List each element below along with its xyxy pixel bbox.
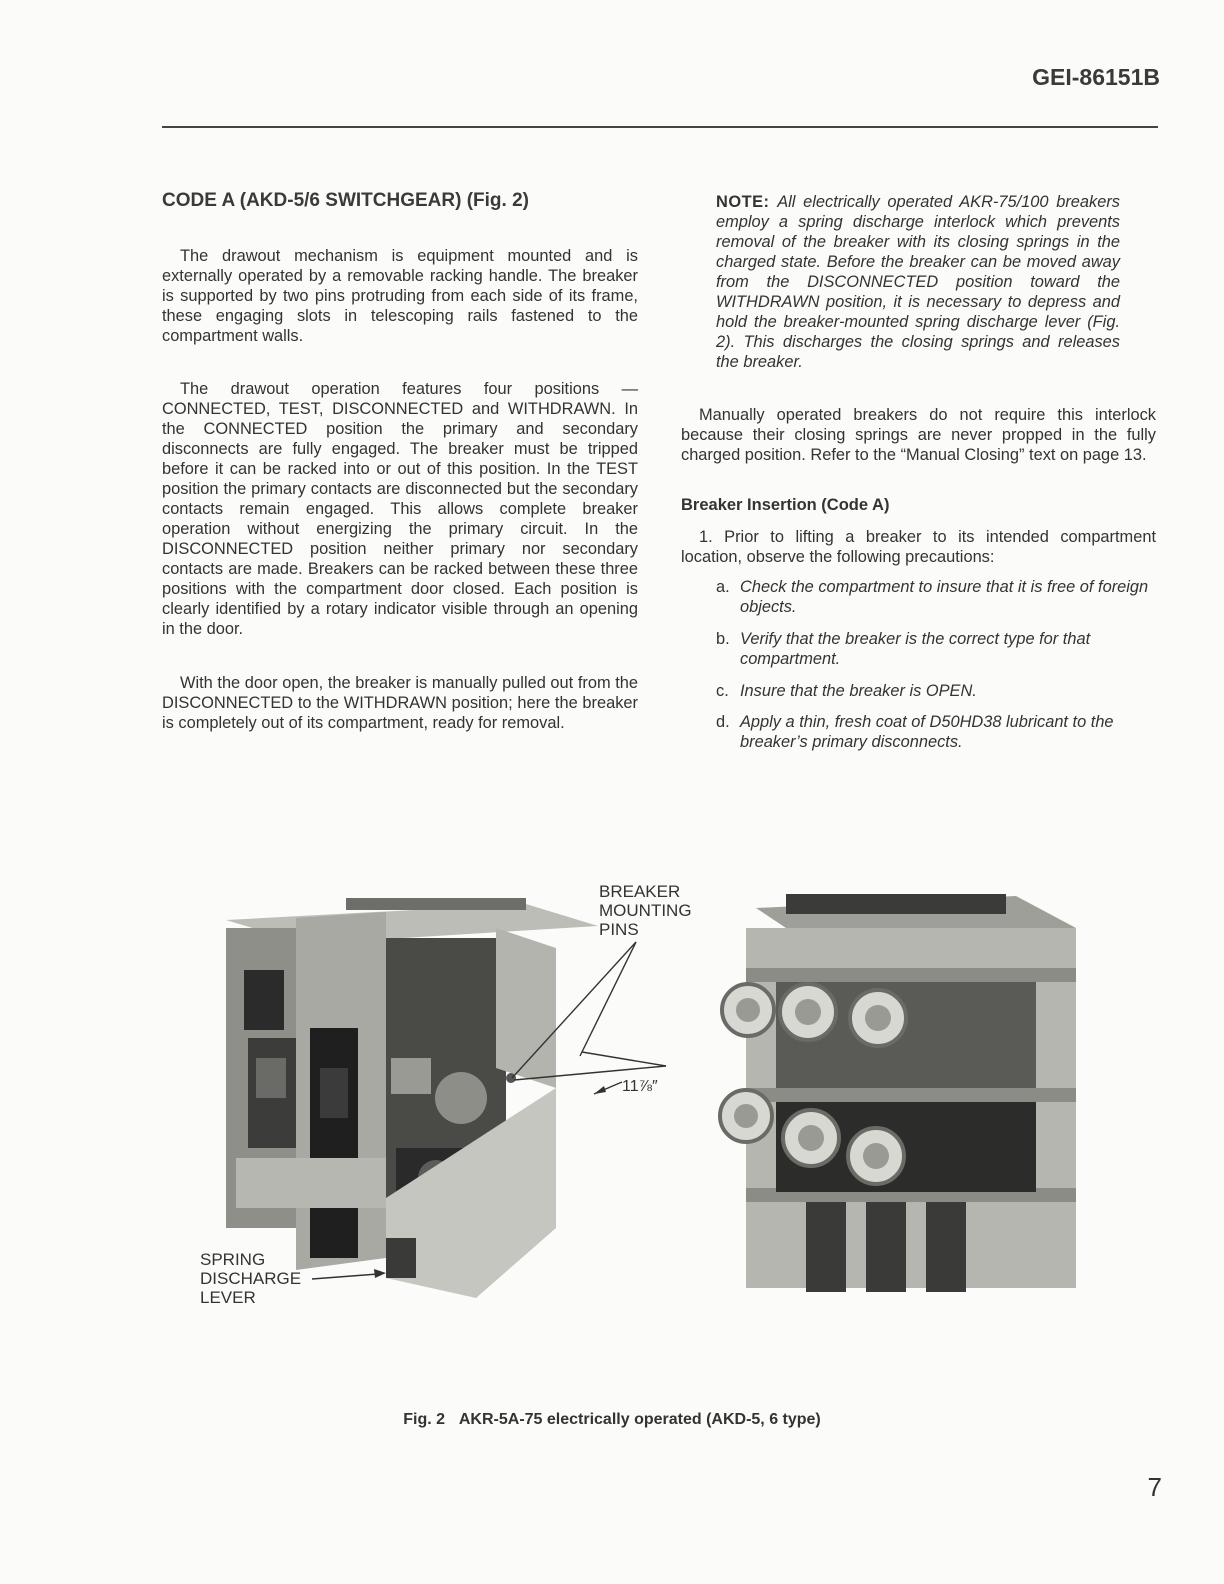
note-text: All electrically operated AKR-75/100 breakers employ a spring discharge interlock which prevents removal of the breaker with its closing springs in the charged state. Before the breaker can be moved away from the DISCONNECTED position toward the WITHDRAWN position, it is necessary to depress and hold the breaker-mounted spring discharge lever (Fig. 2). This discharges the closing springs and releases the breaker. [716,193,1120,371]
dimension-label: 11⅞″ [622,1078,658,1095]
left-paragraph-1: The drawout mechanism is equipment mounted and is externally operated by a removable racking handle. The breaker is supported by two pins protruding from each side of its frame, these engaging slots in telescoping rails fastened to the compartment walls. [162,247,638,345]
list-item-label: b. [716,630,730,648]
step-1: 1. Prior to lifting a breaker to its intended compartment location, observe the following precautions: [681,528,1156,566]
list-item-label: d. [716,713,730,731]
list-item-text: Insure that the breaker is OPEN. [740,682,977,700]
label-breaker-mounting-pins: BREAKER MOUNTING PINS [599,882,692,939]
list-item-label: a. [716,578,730,596]
list-item-label: c. [716,682,729,700]
list-item-text: Apply a thin, fresh coat of D50HD38 lubricant to the breaker’s primary disconnects. [740,713,1114,751]
subsection-heading: Breaker Insertion (Code A) [681,496,890,514]
figure-number: Fig. 2 [403,1411,446,1428]
document-id: GEI-86151B [1032,64,1160,90]
page-number: 7 [1147,1472,1162,1502]
manual-breakers-paragraph: Manually operated breakers do not require this interlock because their closing springs are never propped in the fully charged position. Refer to the “Manual Closing” text on page 13. [681,406,1156,464]
note-label: NOTE: [716,193,770,211]
list-item-text: Verify that the breaker is the correct type for that compartment. [740,630,1091,668]
section-heading: CODE A (AKD-5/6 SWITCHGEAR) (Fig. 2) [162,190,529,211]
label-spring-discharge-lever: SPRING DISCHARGE LEVER [200,1250,302,1307]
figure-caption-text: AKR-5A-75 electrically operated (AKD-5, 6 type) [458,1411,821,1428]
figure-caption [0,1411,1224,1429]
left-paragraph-3: With the door open, the breaker is manually pulled out from the DISCONNECTED to the WITHDRAWN position; here the breaker is completely out of its compartment, ready for removal. [162,674,638,732]
left-paragraph-2: The drawout operation features four positions — CONNECTED, TEST, DISCONNECTED and WITHDRAWN. In the CONNECTED position the primary and secondary disconnects are fully engaged. The breaker must be tripped before it can be racked into or out of this position. In the TEST position the primary contacts are disconnected but the secondary contacts remain engaged. This allows complete breaker operation without energizing the primary circuit. In the DISCONNECTED position neither primary nor secondary contacts are made. Breakers can be racked between these three positions with the compartment door closed. Each position is clearly identified by a rotary indicator visible through an opening in the door. [162,380,638,638]
list-item-text: Check the compartment to insure that it is free of foreign objects. [740,578,1149,616]
